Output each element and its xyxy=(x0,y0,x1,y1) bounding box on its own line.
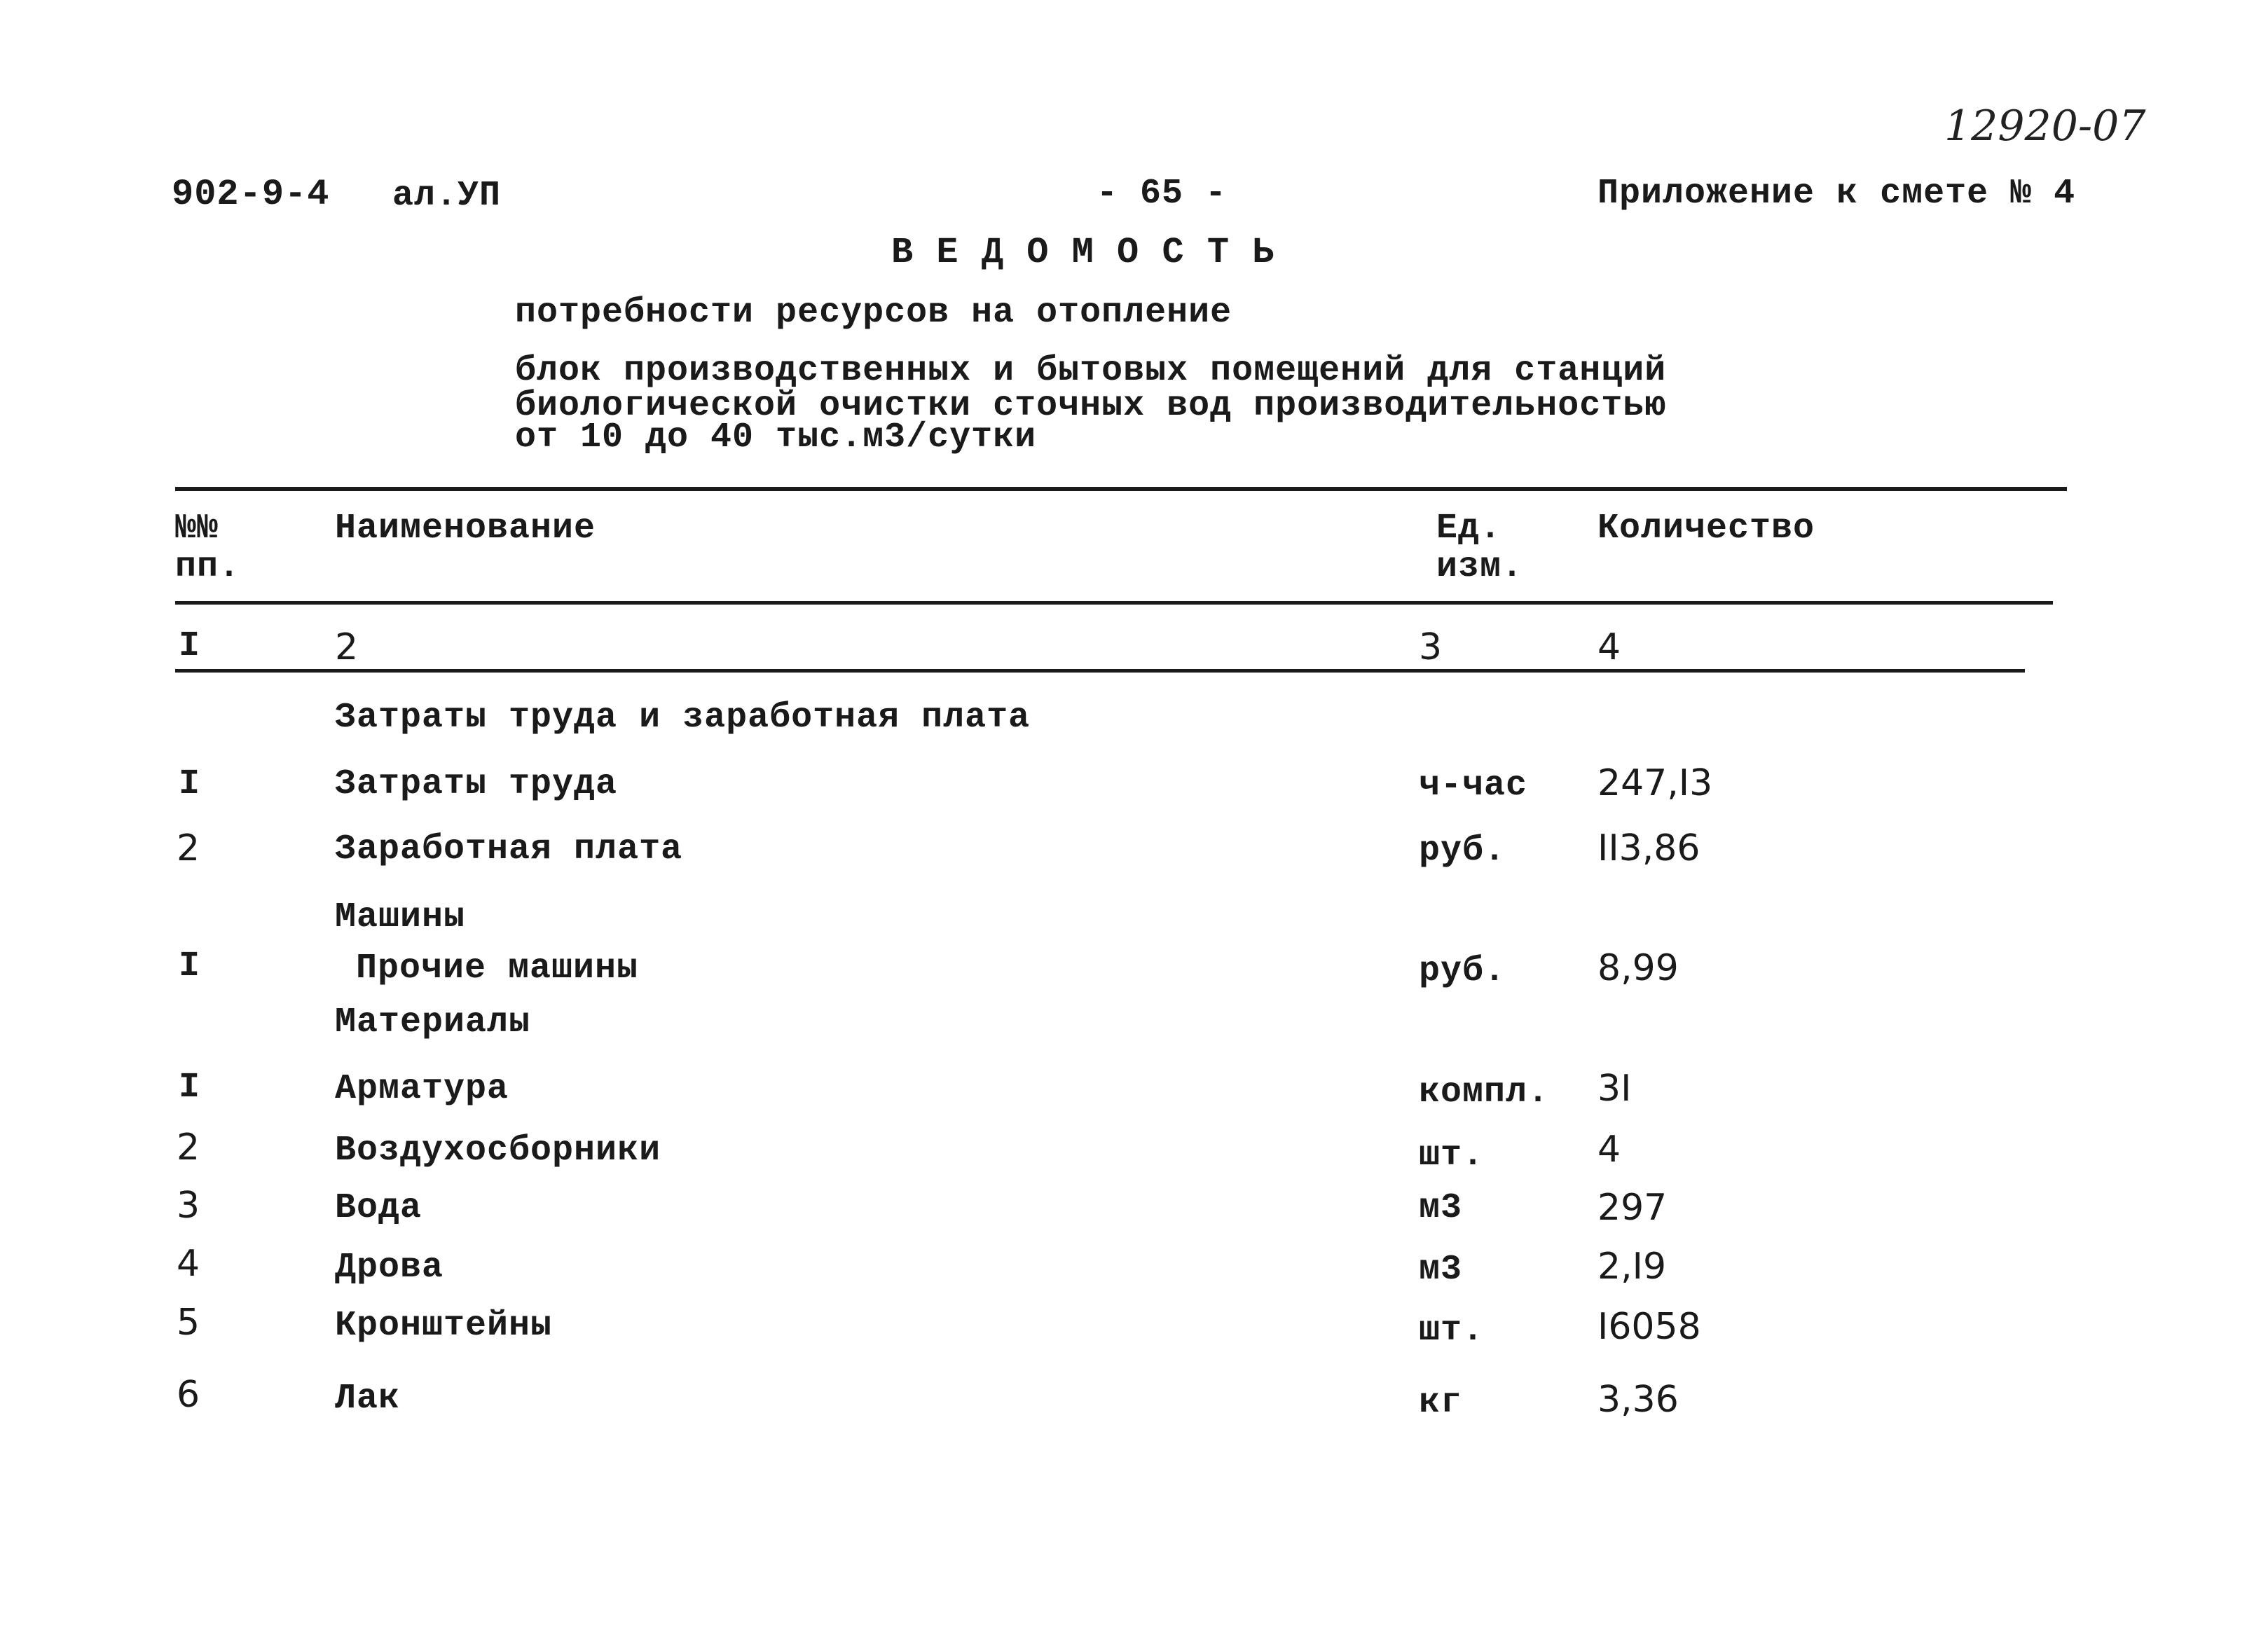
object-line-3: от 10 до 40 тыс.м3/сутки xyxy=(515,418,1037,457)
row-number: 4 xyxy=(177,1243,200,1285)
row-unit: руб. xyxy=(1419,951,1506,991)
object-line-1: блок производственных и бытовых помещений для станций xyxy=(515,351,1667,391)
row-number: 2 xyxy=(177,1126,200,1169)
document-title: В Е Д О М О С Т Ь xyxy=(891,232,1275,273)
row-name: Кронштейны xyxy=(335,1306,553,1346)
row-qty: 297 xyxy=(1597,1187,1668,1229)
row-qty: 3,36 xyxy=(1597,1379,1679,1421)
row-unit: кг xyxy=(1419,1383,1463,1423)
row-name: Арматура xyxy=(335,1069,509,1109)
row-qty: 4 xyxy=(1597,1129,1621,1171)
row-number: 5 xyxy=(177,1302,200,1344)
row-unit: шт. xyxy=(1419,1136,1485,1176)
row-number: I xyxy=(179,1068,201,1108)
col-number-1: I xyxy=(179,626,201,666)
col-number-3: 3 xyxy=(1419,626,1443,668)
col-number-2: 2 xyxy=(335,626,359,668)
header-qty: Количество xyxy=(1597,509,1815,549)
row-unit: ч-час xyxy=(1419,766,1528,806)
document-number: 12920-07 xyxy=(1944,102,2146,151)
header-num-sub: пп. xyxy=(175,547,241,587)
row-qty: 2,I9 xyxy=(1597,1246,1667,1288)
page-number: - 65 - xyxy=(1097,174,1228,214)
row-name: Вода xyxy=(335,1188,422,1228)
row-qty: 3I xyxy=(1597,1068,1632,1110)
series-code: 902-9-4 xyxy=(172,174,330,215)
row-unit: руб. xyxy=(1419,831,1506,871)
appendix-label: Приложение к смете № 4 xyxy=(1597,174,2076,214)
row-qty: 8,99 xyxy=(1597,947,1679,989)
header-unit: Ед. xyxy=(1436,509,1502,549)
row-name: Заработная плата xyxy=(335,829,683,869)
row-number: I xyxy=(179,764,201,804)
table-top-rule xyxy=(175,487,2067,491)
header-unit-sub: изм. xyxy=(1436,547,1524,587)
section-title-machines: Машины xyxy=(335,897,466,937)
row-unit: м3 xyxy=(1419,1188,1463,1228)
row-unit: шт. xyxy=(1419,1311,1485,1351)
row-name: Лак xyxy=(335,1379,401,1419)
row-name: Дрова xyxy=(335,1248,444,1288)
column-numbers-rule xyxy=(175,669,2025,673)
row-qty: I6058 xyxy=(1597,1306,1701,1348)
section-title-labor: Затраты труда и заработная плата xyxy=(335,698,1031,738)
row-name: Воздухосборники xyxy=(335,1131,661,1171)
header-name: Наименование xyxy=(335,509,596,549)
header-num: №№ xyxy=(175,509,219,549)
header-bottom-rule xyxy=(175,601,2053,605)
row-number: I xyxy=(179,946,201,986)
row-number: 3 xyxy=(177,1185,200,1227)
row-name: Прочие машины xyxy=(356,949,639,988)
row-name: Затраты труда xyxy=(335,764,618,804)
col-number-4: 4 xyxy=(1597,626,1621,668)
row-qty: II3,86 xyxy=(1597,827,1700,869)
section-title-materials: Материалы xyxy=(335,1002,531,1042)
object-line-2: биологической очистки сточных вод производительностью xyxy=(515,386,1667,426)
row-number: 2 xyxy=(177,827,200,869)
row-qty: 247,I3 xyxy=(1597,762,1713,804)
row-unit: м3 xyxy=(1419,1250,1463,1290)
album-label: ал.УП xyxy=(392,176,502,216)
row-unit: компл. xyxy=(1419,1073,1550,1112)
document-subtitle: потребности ресурсов на отопление xyxy=(515,293,1232,333)
row-number: 6 xyxy=(177,1374,200,1416)
